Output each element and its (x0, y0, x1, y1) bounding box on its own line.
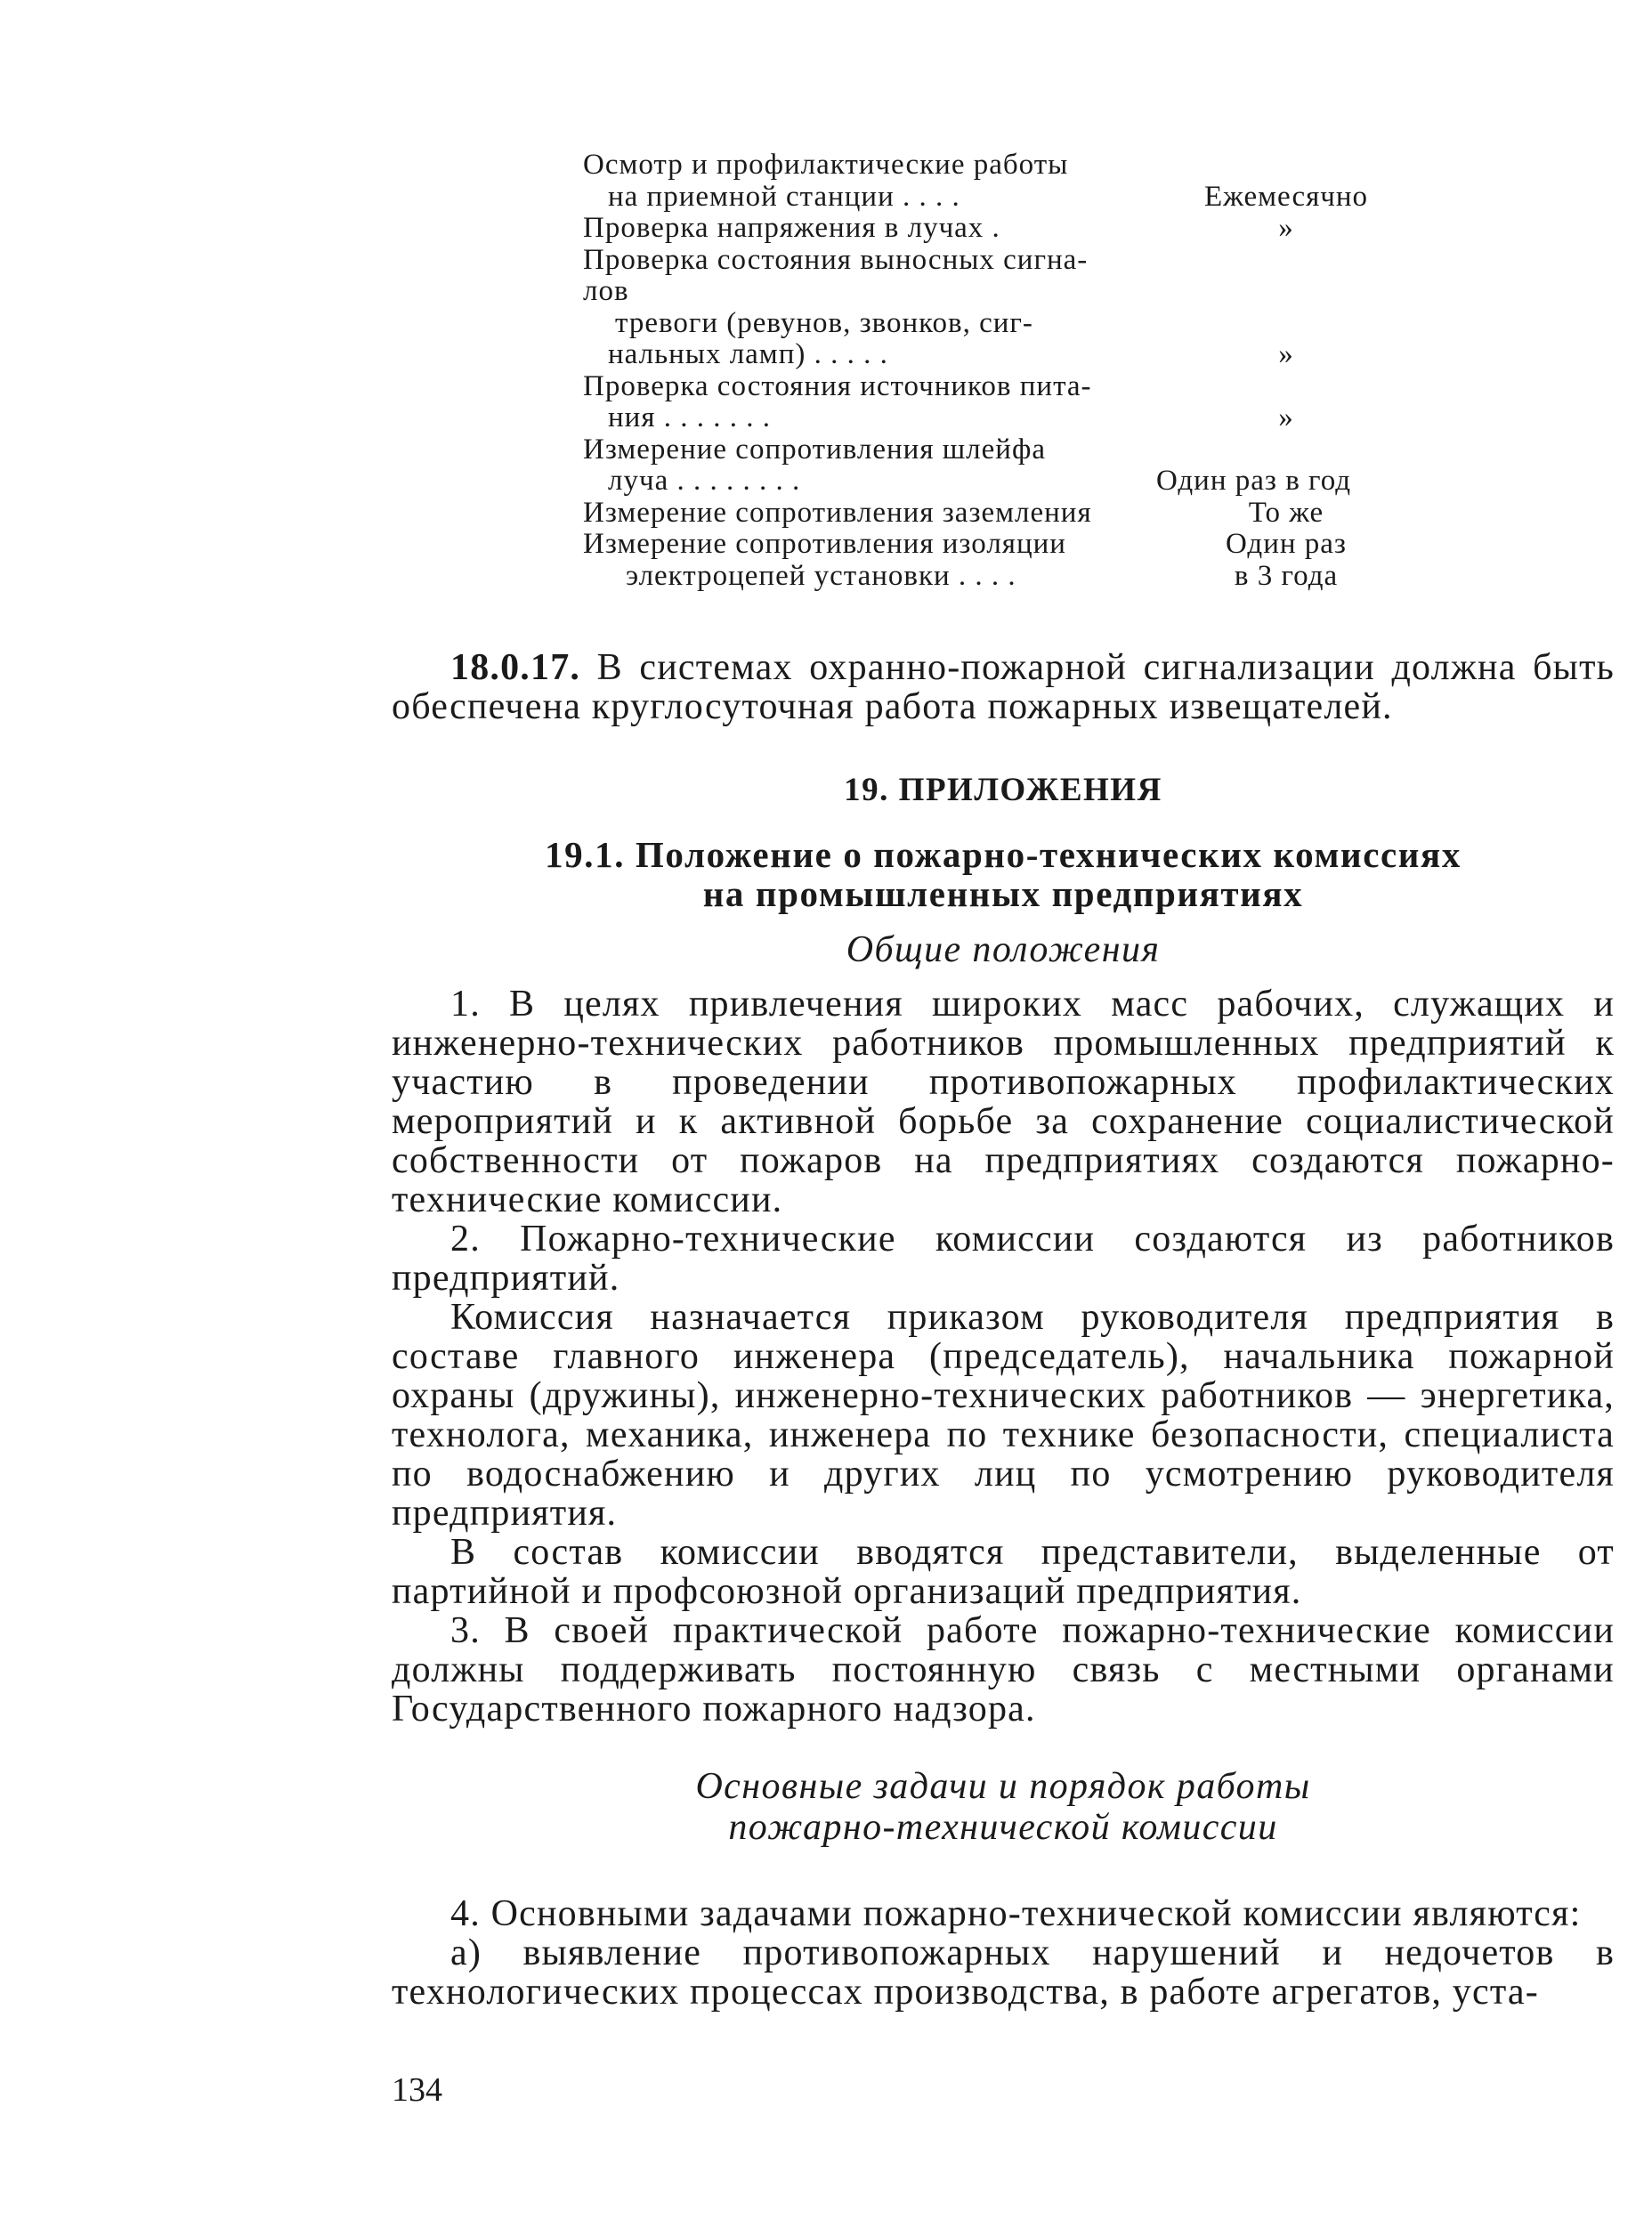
task-line: лов (583, 275, 629, 307)
task-line: Проверка напряжения в лучах . (583, 212, 1000, 244)
schedule-row (583, 529, 1429, 592)
schedule-row (583, 498, 1429, 530)
paragraph: 2. Пожарно-технические комиссии создаются из работников предприятий. (392, 1219, 1615, 1299)
paragraph: 3. В своей практической работе пожарно-технические комиссии должны поддерживать постоянную связь с местными органами Государственного пожарного надзора. (392, 1610, 1615, 1730)
paragraph: В состав комиссии вводятся представители, выделенные от партийной и профсоюзной организаций предприятия. (392, 1532, 1615, 1612)
schedule-frequency: » (1278, 401, 1294, 433)
schedule-frequency (1153, 529, 1420, 592)
general-provisions-heading: Общие положения (846, 929, 1161, 970)
schedule-frequency: » (1278, 212, 1294, 244)
frequency-line: Один раз (1226, 528, 1347, 560)
task-line: тревоги (ревунов, звонков, сиг- (615, 306, 1033, 339)
general-provisions (392, 984, 1615, 1729)
maintenance-schedule (583, 150, 1429, 592)
task-line: на приемной станции . . . . (608, 180, 960, 213)
subsection-title-line1: 19.1. Положение о пожарно-технических комиссиях (545, 834, 1462, 875)
schedule-frequency: » (1278, 338, 1294, 370)
schedule-task (583, 529, 1153, 592)
section-title: 19. ПРИЛОЖЕНИЯ (844, 772, 1162, 808)
schedule-frequency: То же (1248, 496, 1324, 529)
clause-18-0-17 (392, 648, 1615, 726)
paragraph: 4. Основными задачами пожарно-технической комиссии являются: (450, 1893, 1582, 1934)
task-line: Осмотр и профилактические работы (583, 149, 1069, 181)
schedule-row (583, 245, 1429, 371)
tasks-section (392, 1894, 1615, 2012)
page-number: 134 (392, 2071, 442, 2109)
schedule-task (583, 434, 1153, 498)
schedule-task (583, 213, 1153, 245)
clause-number: 18.0.17. (450, 647, 581, 688)
clause-text: В системах охранно-пожарной сигнализации должна быть обеспечена круглосуточная работа пожарных извещателей. (392, 647, 1615, 727)
frequency-line: в 3 года (1234, 559, 1339, 592)
task-line: нальных ламп) . . . . . (608, 338, 888, 370)
task-line: Проверка состояния выносных сигна- (583, 243, 1089, 276)
schedule-frequency: Один раз в год (1156, 465, 1352, 497)
task-line: электроцепей установки . . . . (626, 559, 1016, 592)
schedule-row (583, 434, 1429, 498)
schedule-row (583, 213, 1429, 245)
task-line: ния . . . . . . . (608, 401, 771, 433)
schedule-row (583, 150, 1429, 213)
task-line: Измерение сопротивления заземления (583, 496, 1092, 529)
task-line: луча . . . . . . . . (608, 465, 801, 497)
schedule-task (583, 245, 1153, 371)
tasks-heading-line2: пожарно-технической комиссии (728, 1807, 1278, 1848)
schedule-task (583, 371, 1153, 434)
schedule-task (583, 498, 1153, 530)
task-line: Проверка состояния источников пита- (583, 369, 1092, 402)
tasks-heading-line1: Основные задачи и порядок работы (695, 1766, 1311, 1807)
task-line: Измерение сопротивления шлейфа (583, 433, 1046, 466)
paragraph: 1. В целях привлечения широких масс рабочих, служащих и инженерно-технических работников промышленных предприятий к участию в проведении противопожарных профилактических мероприятий и к активной борьбе за сохранение социалистической собственности от пожаров на предприятиях создаются пожарно-технические комиссии. (392, 984, 1615, 1220)
schedule-task (583, 150, 1153, 213)
paragraph: Комиссия назначается приказом руководителя предприятия в составе главного инженера (председатель), начальника пожарной охраны (дружины), инженерно-технических работников — энергетика, технолога, механика, инженера по технике безопасности, специалиста по водоснабжению и других лиц по усмотрению руководителя предприятия. (392, 1297, 1615, 1534)
subsection-title-line2: на промышленных предприятиях (702, 873, 1304, 914)
schedule-frequency: Ежемесячно (1203, 180, 1369, 213)
schedule-row (583, 371, 1429, 434)
clause-block (392, 648, 1615, 726)
paragraph: а) выявление противопожарных нарушений и недочетов в технологических процессах производства, в работе агрегатов, уста- (392, 1932, 1615, 2013)
task-line: Измерение сопротивления изоляции (583, 528, 1066, 560)
